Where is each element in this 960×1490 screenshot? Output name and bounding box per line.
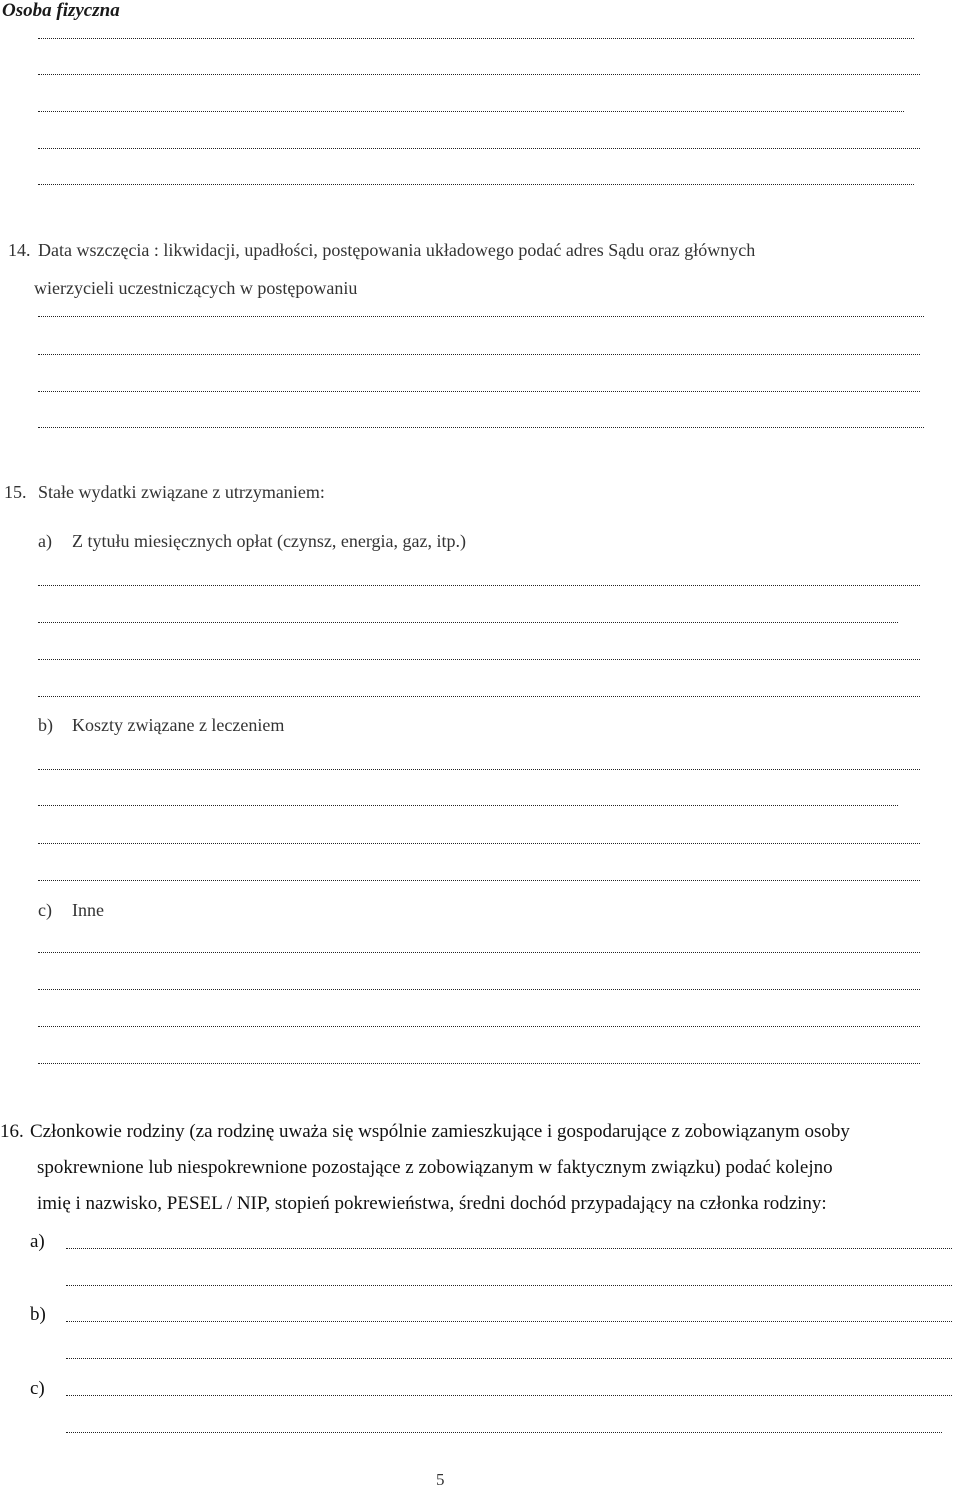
q15-a-marker: a) (38, 531, 52, 551)
fill-line[interactable] (38, 805, 898, 806)
fill-line[interactable] (38, 184, 914, 185)
q16-a-marker: a) (30, 1231, 45, 1252)
fill-line[interactable] (38, 1026, 920, 1027)
page-number: 5 (436, 1470, 445, 1489)
q16-c-marker: c) (30, 1378, 45, 1399)
q15-a-label: Z tytułu miesięcznych opłat (czynsz, energia, gaz, itp.) (72, 531, 467, 551)
q15-title: Stałe wydatki związane z utrzymaniem: (38, 482, 325, 502)
fill-line[interactable] (38, 659, 920, 660)
q16-b-marker: b) (30, 1304, 46, 1325)
fill-line[interactable] (38, 952, 920, 953)
fill-line[interactable] (38, 316, 924, 317)
fill-line[interactable] (38, 622, 898, 623)
fill-line[interactable] (38, 74, 920, 75)
fill-line[interactable] (38, 354, 920, 355)
q16-text-line3: imię i nazwisko, PESEL / NIP, stopień pokrewieństwa, średni dochód przypadający na członka rodziny: (37, 1193, 827, 1214)
fill-line[interactable] (38, 427, 924, 428)
fill-line[interactable] (38, 38, 914, 39)
fill-line[interactable] (38, 696, 920, 697)
fill-line[interactable] (38, 1063, 920, 1064)
q15-b-marker: b) (38, 715, 53, 735)
q14-number: 14. (8, 240, 31, 260)
fill-line[interactable] (38, 585, 920, 586)
q14-text-line1: Data wszczęcia : likwidacji, upadłości, postępowania układowego podać adres Sądu oraz głównych (38, 240, 756, 260)
fill-line[interactable] (38, 111, 904, 112)
fill-line[interactable] (66, 1285, 952, 1286)
q16-text-line2: spokrewnione lub niespokrewnione pozostające z zobowiązanym w faktycznym związku) podać kolejno (37, 1157, 833, 1178)
fill-line[interactable] (38, 843, 920, 844)
section-heading: Osoba fizyczna (2, 0, 120, 21)
q14-text-line2: wierzycieli uczestniczących w postępowaniu (34, 278, 358, 298)
q15-number: 15. (4, 482, 27, 502)
fill-line[interactable] (66, 1395, 952, 1396)
fill-line[interactable] (66, 1432, 942, 1433)
fill-line[interactable] (66, 1248, 952, 1249)
fill-line[interactable] (38, 989, 920, 990)
q15-c-marker: c) (38, 900, 52, 920)
fill-line[interactable] (38, 148, 920, 149)
fill-line[interactable] (38, 769, 920, 770)
fill-line[interactable] (66, 1358, 952, 1359)
fill-line[interactable] (66, 1321, 952, 1322)
q15-b-label: Koszty związane z leczeniem (72, 715, 285, 735)
q16-number: 16. (0, 1121, 24, 1142)
fill-line[interactable] (38, 880, 920, 881)
q15-c-label: Inne (72, 900, 104, 920)
fill-line[interactable] (38, 391, 920, 392)
q16-text-line1: Członkowie rodziny (za rodzinę uważa się wspólnie zamieszkujące i gospodarujące z zobowiązanym osoby (30, 1121, 850, 1142)
